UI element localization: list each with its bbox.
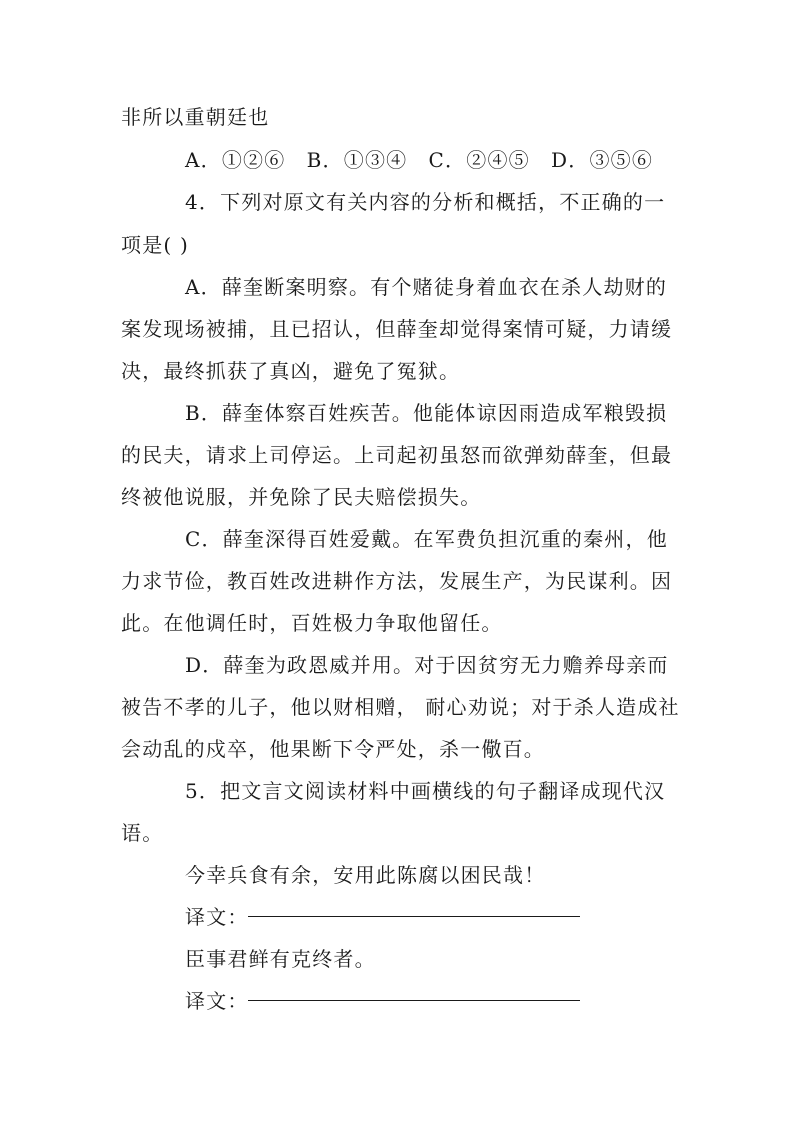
q4-option-a-line-3: 决，最终抓获了真凶，避免了冤狱。	[121, 359, 461, 383]
q5-answer-line-1[interactable]	[248, 916, 580, 917]
q4-option-a-line-2: 案发现场被捕，且已招认，但薛奎却觉得案情可疑，力请缓	[121, 317, 673, 341]
q5-stem-line-2: 语。	[121, 821, 164, 845]
q4-option-b-line-2: 的民夫，请求上司停运。上司起初虽怒而欲弹劾薛奎，但最	[121, 443, 673, 467]
q4-stem-line-2: 项是( )	[121, 233, 189, 257]
q4-option-d-line-1: D．薛奎为政恩威并用。对于因贫穷无力赡养母亲而	[185, 653, 669, 677]
q5-translation-label-1: 译文：	[185, 905, 249, 929]
q4-option-d-line-2: 被告不孝的儿子，他以财相赠， 耐心劝说；对于杀人造成社	[121, 695, 680, 719]
q3-options: A．①②⑥ B．①③④ C．②④⑤ D．③⑤⑥	[185, 148, 654, 172]
q5-translation-label-2: 译文：	[185, 989, 249, 1013]
q5-sentence-2: 臣事君鲜有克终者。	[185, 947, 376, 971]
q4-option-b-line-3: 终被他说服，并免除了民夫赔偿损失。	[121, 485, 482, 509]
q4-option-d-line-3: 会动乱的戍卒，他果断下令严处，杀一儆百。	[121, 737, 545, 761]
q4-option-a-line-1: A．薛奎断案明察。有个赌徒身着血衣在杀人劫财的	[185, 275, 668, 299]
q4-stem-line-1: 4．下列对原文有关内容的分析和概括，不正确的一	[185, 190, 666, 214]
q5-stem-line-1: 5．把文言文阅读材料中画横线的句子翻译成现代汉	[185, 779, 666, 803]
q4-option-b-line-1: B．薛奎体察百姓疾苦。他能体谅因雨造成军粮毁损	[185, 401, 668, 425]
q5-sentence-1: 今幸兵食有余，安用此陈腐以困民哉！	[185, 863, 546, 887]
q4-option-c-line-3: 此。在他调任时，百姓极力争取他留任。	[121, 611, 503, 635]
q5-answer-line-2[interactable]	[248, 1000, 580, 1001]
q3-tail-text: 非所以重朝廷也	[121, 105, 270, 129]
q4-option-c-line-2: 力求节俭，教百姓改进耕作方法，发展生产，为民谋利。因	[121, 569, 673, 593]
q4-option-c-line-1: C．薛奎深得百姓爱戴。在军费负担沉重的秦州，他	[185, 527, 668, 551]
